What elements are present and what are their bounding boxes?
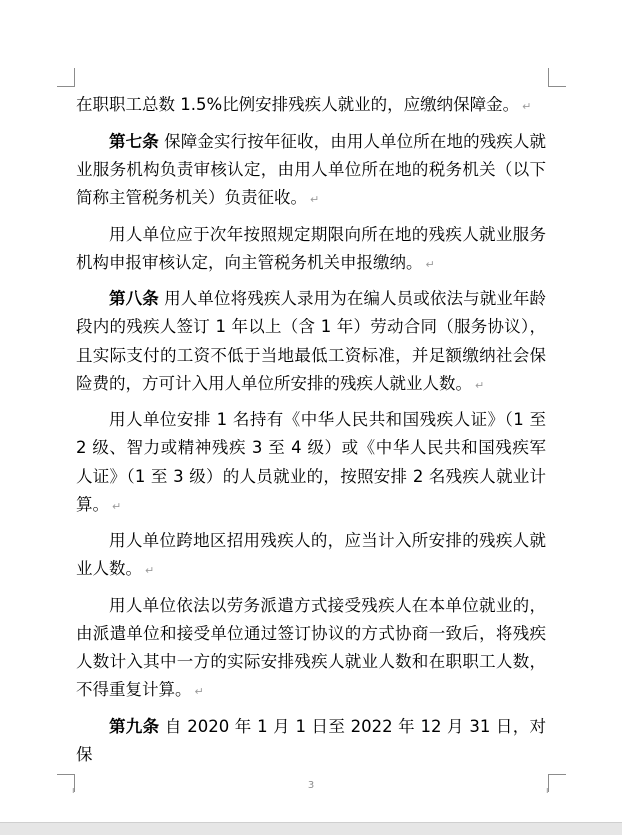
paragraph-mark-icon: ↵	[522, 100, 532, 113]
window-bottom-edge	[0, 822, 622, 835]
paragraph-text: 在职职工总数 1.5%比例安排残疾人就业的，应缴纳保障金。	[76, 95, 520, 114]
paragraph	[76, 128, 546, 214]
paragraph-mark-icon: ↵	[425, 257, 435, 271]
article-heading: 第七条	[109, 131, 159, 151]
paragraph-text: 用人单位跨地区招用残疾人的，应当计入所安排的残疾人就业人数。	[76, 531, 546, 579]
paragraph-mark-icon: ↵	[310, 192, 320, 206]
paragraph-text: 自 2020 年 1 月 1 日至 2022 年 12 月 31 日，对保	[76, 717, 547, 765]
paragraph-text: 用人单位将残疾人录用为在编人员或依法与就业年龄段内的残疾人签订 1 年以上（含 1 年）劳动合同（服务协议），且实际支付的工资不低于当地最低工资标准，并足额缴纳社会保险费的，方可计入用人单位所安排的残疾人就业人数。	[76, 289, 547, 393]
page-number: 3	[307, 780, 315, 791]
crop-mark-top-right-h	[549, 86, 566, 87]
article-heading: 第八条	[109, 289, 159, 309]
paragraph-text: 用人单位依法以劳务派遣方式接受残疾人在本单位就业的，由派遣单位和接受单位通过签订协议的方式协商一致后，将残疾人数计入其中一方的实际安排残疾人就业人数和在职职工人数，不得重复计算。	[76, 596, 546, 700]
paragraph	[76, 91, 546, 121]
crop-mark-top-left-v	[74, 68, 75, 87]
crop-mark-top-left-h	[57, 86, 74, 87]
paragraph-mark-icon: ↵	[475, 378, 485, 392]
paragraph	[76, 285, 546, 399]
crop-mark-top-right-v	[548, 68, 549, 87]
paragraph-text: 用人单位安排 1 名持有《中华人民共和国残疾人证》（1 至 2 级、智力或精神残疾 3 至 4 级）或《中华人民共和国残疾军人证》（1 至 3 级）的人员就业的，按照安排 2 名残疾人就业计算。	[76, 410, 546, 514]
footer-left-mark-icon: ı	[72, 786, 75, 796]
paragraph-mark-icon: ↵	[145, 564, 155, 578]
document-body[interactable]	[76, 91, 546, 776]
paragraph-mark-icon: ↵	[194, 685, 204, 699]
paragraph	[76, 406, 546, 520]
footer-right-mark-icon: ı	[546, 786, 549, 796]
crop-mark-bottom-right-h	[549, 774, 566, 775]
paragraph-text: 用人单位应于次年按照规定期限向所在地的残疾人就业服务机构申报审核认定，向主管税务机关申报缴纳。	[76, 224, 546, 272]
article-heading: 第九条	[109, 717, 160, 737]
paragraph	[76, 221, 546, 279]
paragraph	[76, 592, 546, 706]
paragraph	[76, 713, 546, 769]
paragraph-mark-icon: ↵	[112, 499, 122, 513]
crop-mark-bottom-left-h	[57, 774, 74, 775]
paragraph	[76, 527, 546, 585]
paragraph-text: 保障金实行按年征收，由用人单位所在地的残疾人就业服务机构负责审核认定，由用人单位所在地的税务机关（以下简称主管税务机关）负责征收。	[76, 131, 547, 207]
